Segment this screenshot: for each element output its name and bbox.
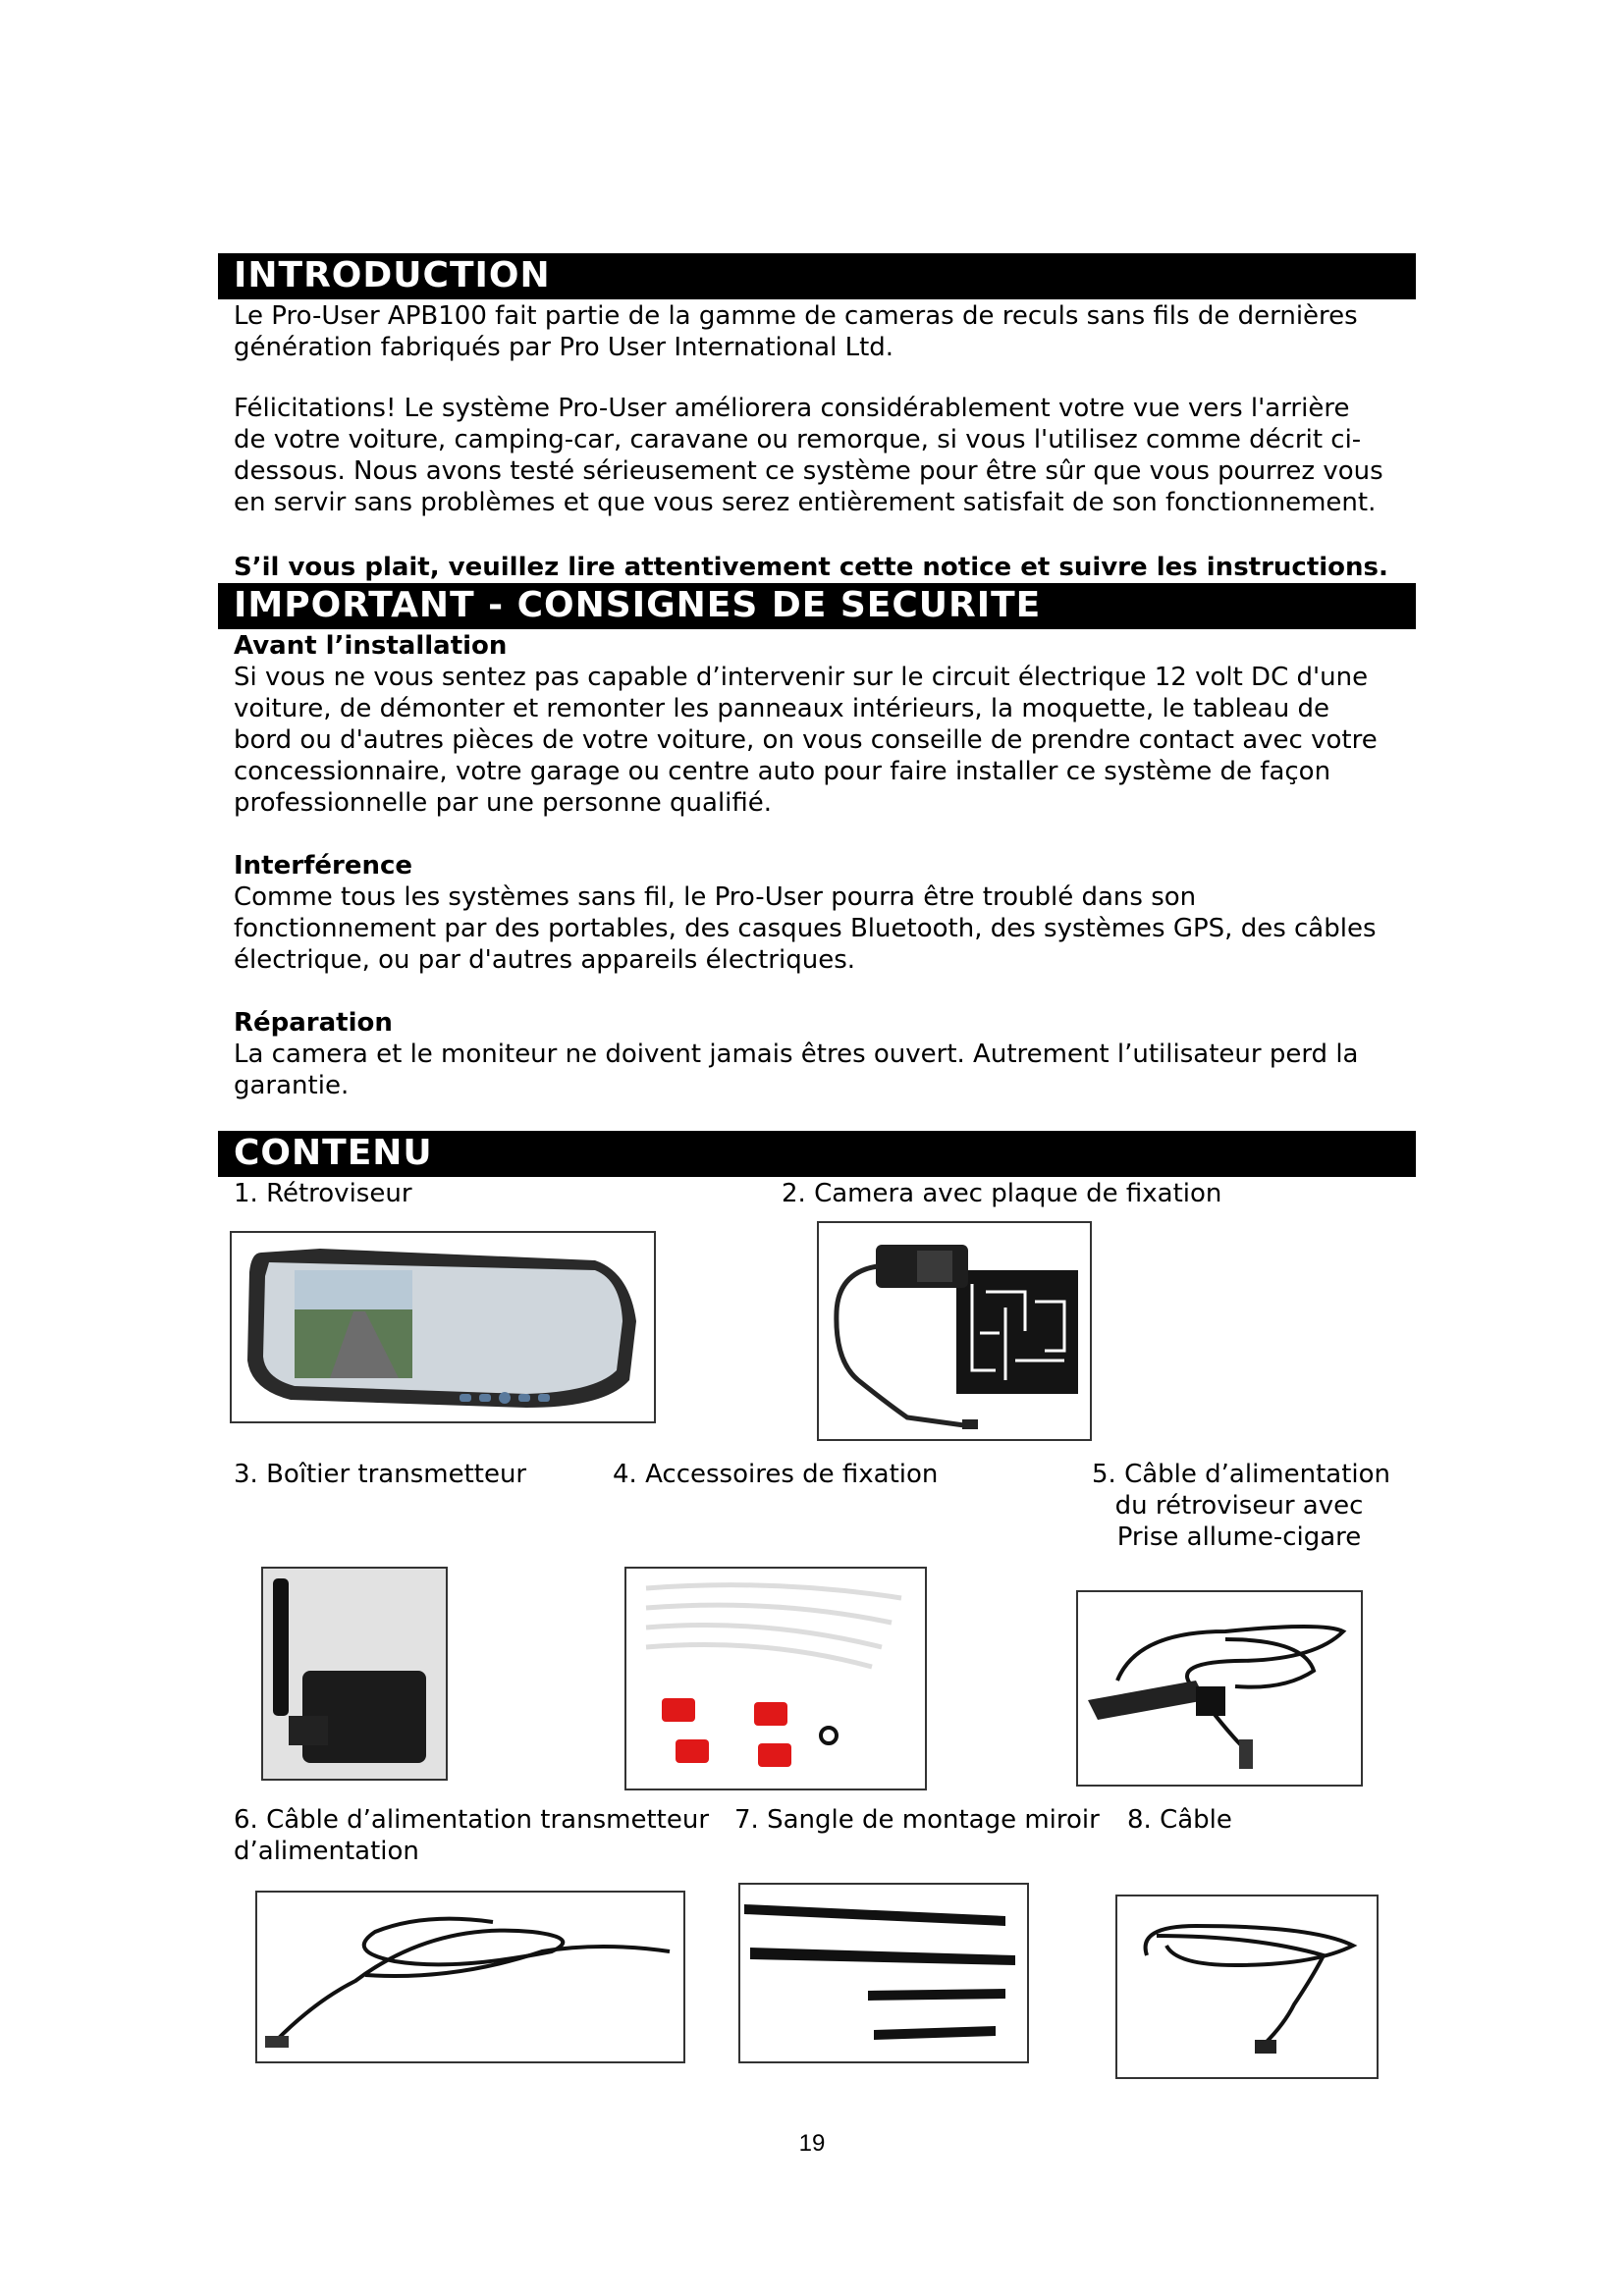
repair-title: Réparation <box>234 1008 393 1038</box>
transmitter-photo <box>261 1567 448 1781</box>
text-line: du rétroviseur avec <box>1114 1491 1364 1521</box>
text-line: professionnelle par une personne qualifié. <box>234 788 773 818</box>
transmitter-cable-icon <box>257 1893 683 2061</box>
item-2-label: 2. Camera avec plaque de fixation <box>782 1179 1222 1208</box>
item-1-label: 1. Rétroviseur <box>234 1179 412 1208</box>
item-3-label: 3. Boîtier transmetteur <box>234 1460 527 1489</box>
transmitter-cable-photo <box>255 1891 685 2063</box>
text-line: Le Pro-User APB100 fait partie de la gamme de cameras de reculs sans fils de dernières <box>234 301 1358 331</box>
text-line: Si vous ne vous sentez pas capable d’intervenir sur le circuit électrique 12 volt DC d'une <box>234 663 1369 692</box>
intro-notice: S’il vous plait, veuillez lire attentivement cette notice et suivre les instructions. <box>234 553 1388 582</box>
lighter-cable-photo <box>1076 1590 1363 1787</box>
camera-icon <box>819 1223 1090 1439</box>
install-text <box>234 662 1412 819</box>
text-line: concessionnaire, votre garage ou centre auto pour faire installer ce système de façon <box>234 757 1331 786</box>
text-line: fonctionnement par des portables, des casques Bluetooth, des systèmes GPS, des câbles <box>234 914 1377 943</box>
transmitter-icon <box>263 1569 446 1779</box>
camera-photo <box>817 1221 1092 1441</box>
interference-text <box>234 881 1412 976</box>
rear-view-mirror-icon <box>232 1233 654 1421</box>
text-line: Prise allume-cigare <box>1116 1522 1362 1552</box>
text-line: La camera et le moniteur ne doivent jamais êtres ouvert. Autrement l’utilisateur perd la <box>234 1040 1359 1069</box>
contents-heading-bar <box>218 1131 1416 1177</box>
text-line: Comme tous les systèmes sans fil, le Pro-User pourra être troublé dans son <box>234 882 1197 912</box>
text-line: bord ou d'autres pièces de votre voiture, on vous conseille de prendre contact avec votre <box>234 725 1378 755</box>
text-line: 5. Câble d’alimentation <box>1092 1460 1391 1489</box>
mirror-photo <box>230 1231 656 1423</box>
text-line: Félicitations! Le système Pro-User améliorera considérablement votre vue vers l'arrière <box>234 394 1350 423</box>
text-line: génération fabriqués par Pro User International Ltd. <box>234 333 894 362</box>
item-7-label: 7. Sangle de montage miroir <box>734 1805 1100 1835</box>
text-line: garantie. <box>234 1071 350 1100</box>
text-line: voiture, de démonter et remonter les panneaux intérieurs, la moquette, le tableau de <box>234 694 1329 723</box>
install-title: Avant l’installation <box>234 631 508 661</box>
introduction-heading-bar <box>218 253 1416 299</box>
safety-heading-bar <box>218 583 1416 629</box>
item-8-label: 8. Câble <box>1127 1805 1232 1835</box>
item-5-label <box>1092 1459 1391 1553</box>
straps-photo <box>738 1883 1029 2063</box>
introduction-heading: INTRODUCTION <box>234 255 551 295</box>
safety-heading: IMPORTANT - CONSIGNES DE SECURITE <box>234 585 1042 625</box>
text-line: de votre voiture, camping-car, caravane ou remorque, si vous l'utilisez comme décrit ci- <box>234 425 1362 454</box>
cable-photo <box>1115 1895 1379 2079</box>
page-number: 19 <box>798 2130 826 2157</box>
text-line: dessous. Nous avons testé sérieusement ce système pour être sûr que vous pourrez vous <box>234 456 1383 486</box>
cable-ties-icon <box>626 1569 925 1789</box>
contents-heading: CONTENU <box>234 1133 433 1173</box>
interference-title: Interférence <box>234 851 413 881</box>
text-line: électrique, ou par d'autres appareils électriques. <box>234 945 856 975</box>
text-line: en servir sans problèmes et que vous serez entièrement satisfait de son fonctionnement. <box>234 488 1377 517</box>
power-cable-icon <box>1117 1896 1377 2077</box>
intro-paragraph-2 <box>234 393 1412 518</box>
mounting-strap-icon <box>740 1885 1027 2061</box>
text-line: 6. Câble d’alimentation transmetteur <box>234 1805 710 1835</box>
item-4-label: 4. Accessoires de fixation <box>613 1460 939 1489</box>
repair-text <box>234 1039 1412 1101</box>
item-6-label <box>234 1804 709 1867</box>
cigarette-lighter-plug-icon <box>1078 1592 1361 1785</box>
intro-paragraph-1 <box>234 300 1412 363</box>
accessories-photo <box>624 1567 927 1790</box>
text-line: d’alimentation <box>234 1837 419 1866</box>
